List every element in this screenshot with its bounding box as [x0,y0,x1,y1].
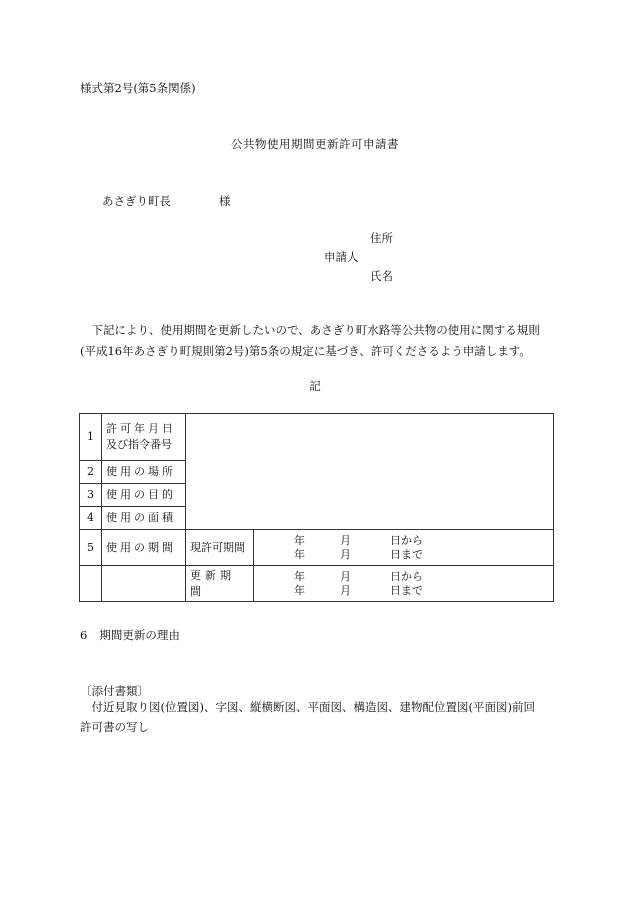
row-label: 使用の目的 [102,484,186,507]
row-label: 使用の期間 [102,530,186,566]
application-table [79,413,554,602]
attachments-line-1: 付近見取り図(位置図)、字図、縦横断図、平面図、構造図、建物配位置図(平面図)前回 [91,700,535,714]
row-number: 2 [80,461,102,484]
addressee: あさぎり町長 [102,194,171,208]
attachments-text [80,697,552,737]
honorific: 様 [219,194,231,208]
row-label [102,566,186,602]
row-number: 3 [80,484,102,507]
table-row [80,566,554,602]
body-line-1: 下記により、使用期間を更新したいので、あさぎり町水路等公共物の使用に関する規則 [91,323,540,337]
reason-label: 期間更新の理由 [99,628,180,642]
name-label: 氏名 [370,269,393,283]
row-label: 使用の場所 [102,461,186,484]
ki-heading: 記 [309,379,321,393]
address-label: 住所 [370,231,393,245]
current-period-dates[interactable]: 年 月 日から 年 月 日まで [254,530,554,566]
body-line-2: (平成16年あさぎり町規則第2号)第5条の規定に基づき、許可くださるよう申請します。 [80,344,531,358]
row-number: 5 [80,530,102,566]
renewal-period-dates[interactable]: 年 月 日から 年 月 日まで [254,566,554,602]
applicant-label: 申請人 [324,250,359,264]
row-number [80,566,102,602]
row-label: 許可年月日 及び指令番号 [102,414,186,461]
attachments-line-2: 許可書の写し [80,720,149,734]
reason-number: 6 [80,628,88,642]
reason-section [80,627,180,643]
row-number: 4 [80,507,102,530]
body-text [80,320,552,362]
table-row [80,414,554,461]
document-title: 公共物使用期間更新許可申請書 [231,137,399,151]
table-row [80,530,554,566]
row-number: 1 [80,414,102,461]
current-period-label: 現許可期間 [186,530,254,566]
form-number: 様式第2号(第5条関係) [80,81,196,95]
renewal-period-label: 更新期間 [186,566,254,602]
value-cell[interactable] [186,414,554,530]
attachments-heading: 〔添付書類〕 [80,684,149,698]
row-label: 使用の面積 [102,507,186,530]
